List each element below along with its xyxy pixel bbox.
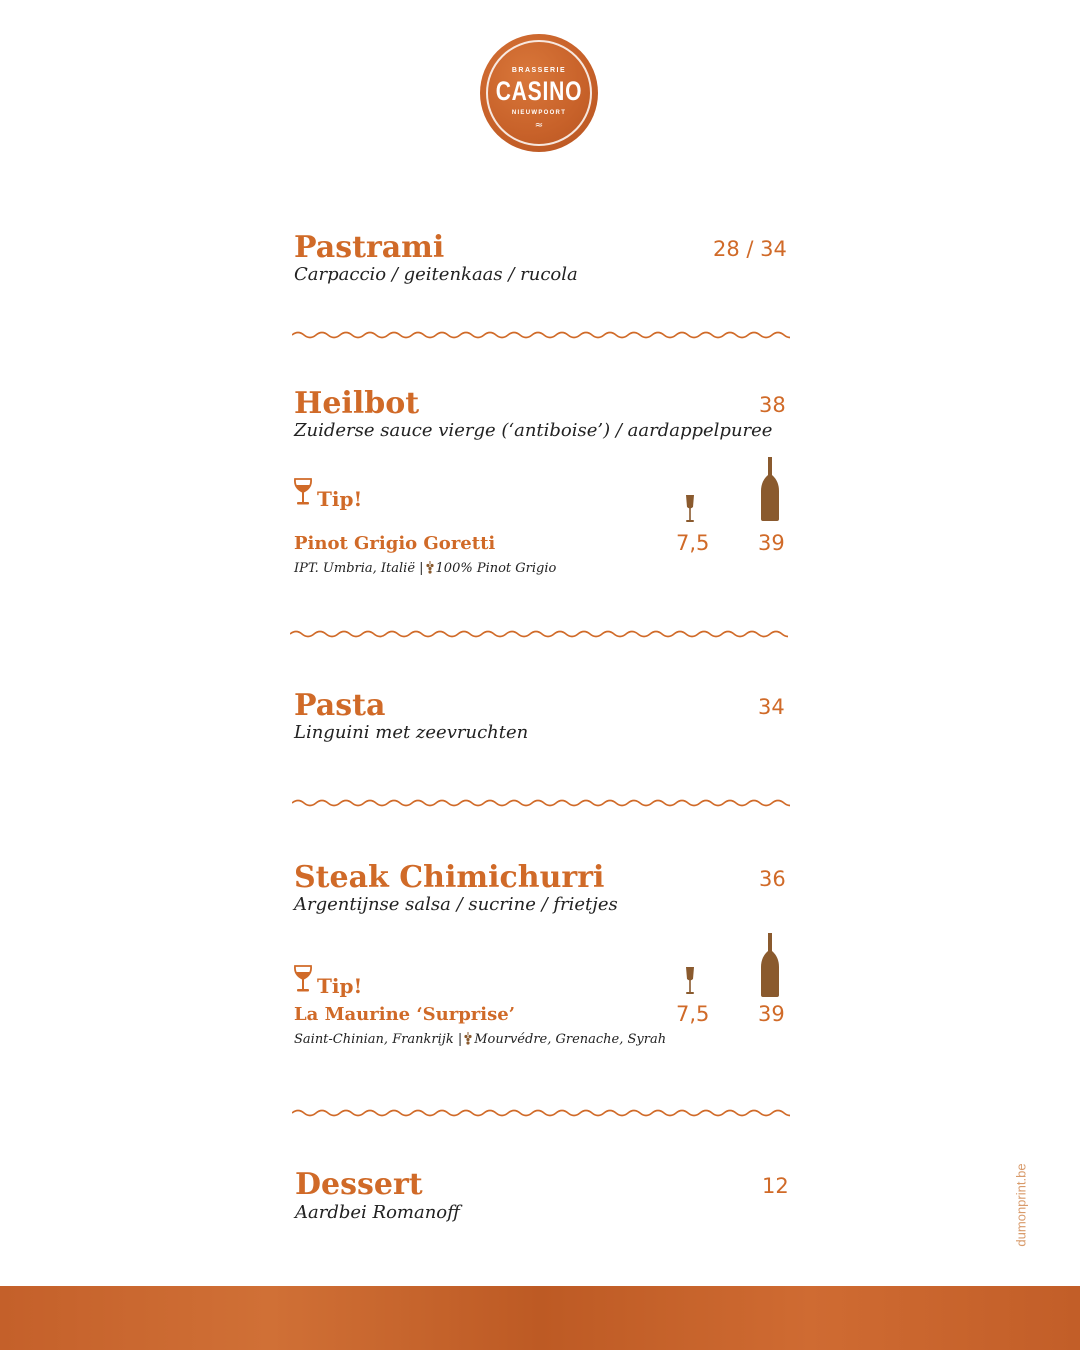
- wine-name: Pinot Grigio Goretti: [294, 533, 496, 554]
- wave-divider: [292, 330, 790, 340]
- menu-item-price: 28 / 34: [713, 237, 787, 261]
- menu-item-description: Aardbei Romanoff: [295, 1202, 460, 1223]
- wave-divider: [290, 629, 788, 639]
- menu-item-description: Zuiderse sauce vierge (‘antiboise’) / aardappelpuree: [294, 420, 773, 441]
- wine-bottle-icon: [761, 933, 779, 997]
- grape-icon: [464, 1032, 472, 1045]
- wine-bottle-icon: [761, 457, 779, 521]
- tip-label: Tip!: [317, 974, 363, 998]
- wine-bottle-price: 39: [758, 531, 785, 555]
- wine-bottle-price: 39: [758, 1002, 785, 1026]
- menu-item-price: 12: [762, 1174, 789, 1198]
- wave-divider: [292, 798, 790, 808]
- wine-origin: IPT. Umbria, Italië |: [294, 561, 424, 576]
- wine-origin: Saint-Chinian, Frankrijk |: [294, 1032, 463, 1047]
- logo-bottom-text: NIEUWPOORT: [511, 110, 567, 116]
- wine-origin-line: [294, 561, 556, 575]
- menu-item-price: 34: [758, 695, 785, 719]
- menu-item-title: Pasta: [294, 688, 386, 723]
- menu-item-price: 38: [759, 393, 786, 417]
- flute-glass-icon: [684, 966, 696, 996]
- wine-glass-icon: [293, 964, 313, 994]
- menu-item-title: Heilbot: [294, 386, 420, 421]
- menu-item-description: Linguini met zeevruchten: [294, 722, 529, 743]
- menu-item-title: Steak Chimichurri: [294, 860, 605, 895]
- flute-glass-icon: [684, 494, 696, 524]
- wine-glass-price: 7,5: [676, 531, 710, 555]
- wine-grape: Mourvédre, Grenache, Syrah: [474, 1032, 667, 1047]
- wine-grape: 100% Pinot Grigio: [435, 561, 557, 576]
- logo-wave-glyph: ≈: [534, 120, 544, 131]
- brasserie-casino-logo: [480, 34, 598, 152]
- menu-item-description: Carpaccio / geitenkaas / rucola: [294, 264, 578, 285]
- printer-credit: [1006, 1160, 1036, 1250]
- menu-item-price: 36: [759, 867, 786, 891]
- footer-texture-band: [0, 1286, 1080, 1350]
- logo-top-text: BRASSERIE: [511, 67, 567, 74]
- menu-item-title: Pastrami: [294, 230, 445, 265]
- menu-item-title: Dessert: [295, 1167, 423, 1202]
- wine-name: La Maurine ‘Surprise’: [294, 1004, 515, 1025]
- wine-glass-icon: [293, 477, 313, 507]
- wine-origin-line: [294, 1032, 666, 1046]
- printer-credit-text: dumonprint.be: [1013, 1163, 1029, 1247]
- wine-glass-price: 7,5: [676, 1002, 710, 1026]
- wave-divider: [292, 1108, 790, 1118]
- logo-name: CASINO: [495, 76, 583, 106]
- grape-icon: [426, 561, 434, 574]
- menu-item-description: Argentijnse salsa / sucrine / frietjes: [294, 894, 618, 915]
- tip-label: Tip!: [317, 487, 363, 511]
